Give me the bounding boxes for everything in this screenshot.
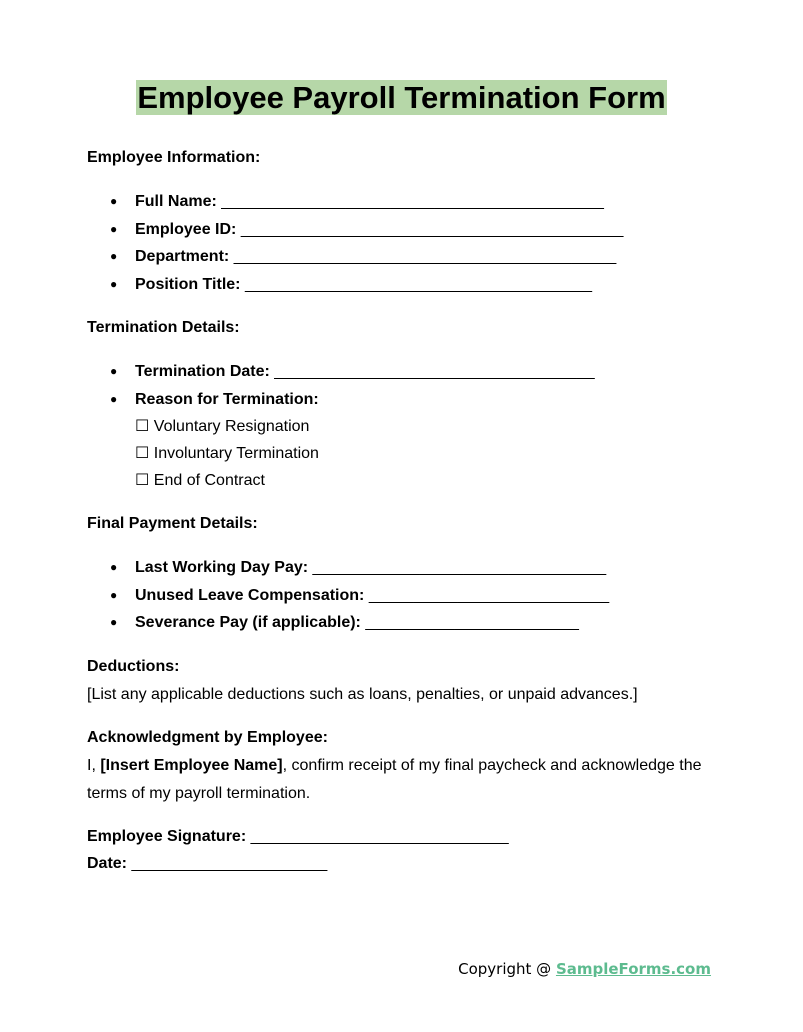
full-name-field[interactable]: ___________________________________________: [221, 193, 604, 210]
last-day-pay-label: Last Working Day Pay:: [135, 559, 309, 576]
option-label: Voluntary Resignation: [153, 418, 310, 435]
list-item: [87, 554, 727, 582]
form-content: [87, 144, 727, 877]
ack-prefix: I,: [87, 757, 101, 774]
list-item: [87, 188, 727, 216]
acknowledgment-heading: Acknowledgment by Employee:: [87, 729, 328, 746]
checkbox-icon[interactable]: ☐: [135, 418, 150, 435]
full-name-label: Full Name:: [135, 193, 217, 210]
severance-pay-label: Severance Pay (if applicable):: [135, 614, 361, 631]
final-payment-list: [87, 554, 727, 637]
list-item: [87, 582, 727, 610]
checkbox-icon[interactable]: ☐: [135, 445, 150, 462]
acknowledgment-text: [87, 752, 727, 807]
option-end-of-contract[interactable]: [135, 467, 727, 494]
unused-leave-label: Unused Leave Compensation:: [135, 586, 365, 604]
reason-options: [87, 413, 727, 494]
sampleforms-link[interactable]: SampleForms.com: [555, 960, 711, 978]
option-label: Involuntary Termination: [153, 445, 319, 462]
footer: [458, 960, 711, 978]
deductions-heading: Deductions:: [87, 657, 180, 675]
copyright-text: Copyright @: [458, 960, 556, 978]
employee-id-label: Employee ID:: [135, 220, 237, 238]
date-label: Date:: [87, 855, 128, 872]
department-field[interactable]: ___________________________________________: [233, 248, 617, 265]
date-line: [87, 850, 727, 877]
list-item: [87, 358, 727, 386]
date-field[interactable]: ______________________: [131, 855, 328, 872]
signature-label: Employee Signature:: [87, 828, 247, 845]
termination-date-field[interactable]: ____________________________________: [274, 363, 595, 380]
termination-date-label: Termination Date:: [135, 363, 270, 380]
position-title-field[interactable]: _______________________________________: [244, 275, 592, 293]
page-title: Employee Payroll Termination Form: [137, 80, 666, 115]
employee-info-list: [87, 188, 727, 298]
department-label: Department:: [135, 248, 230, 265]
ack-suffix: , confirm receipt of my final paycheck and acknowledge the terms of my payroll termination.: [87, 757, 702, 802]
title-wrap: [0, 80, 803, 115]
position-title-label: Position Title:: [135, 275, 241, 293]
employee-info-heading: Employee Information:: [87, 149, 261, 166]
termination-details-heading: Termination Details:: [87, 319, 240, 336]
list-item: [87, 271, 727, 299]
option-label: End of Contract: [153, 472, 265, 489]
list-item: [87, 386, 727, 414]
checkbox-icon[interactable]: ☐: [135, 472, 150, 489]
unused-leave-field[interactable]: ___________________________: [368, 586, 610, 604]
final-payment-heading: Final Payment Details:: [87, 515, 258, 532]
employee-id-field[interactable]: ___________________________________________: [240, 220, 624, 238]
option-voluntary-resignation[interactable]: [135, 413, 727, 440]
option-involuntary-termination[interactable]: [135, 440, 727, 467]
severance-pay-field[interactable]: ________________________: [365, 614, 579, 631]
list-item: [87, 243, 727, 271]
signature-field[interactable]: _____________________________: [250, 828, 509, 845]
signature-line: [87, 823, 727, 850]
termination-details-list: [87, 358, 727, 413]
last-day-pay-field[interactable]: _________________________________: [312, 559, 607, 576]
employee-name-placeholder: [Insert Employee Name]: [100, 757, 283, 774]
list-item: [87, 216, 727, 244]
reason-label: Reason for Termination:: [135, 390, 319, 408]
list-item: [87, 609, 727, 637]
deductions-text: [List any applicable deductions such as loans, penalties, or unpaid advances.]: [87, 685, 638, 703]
